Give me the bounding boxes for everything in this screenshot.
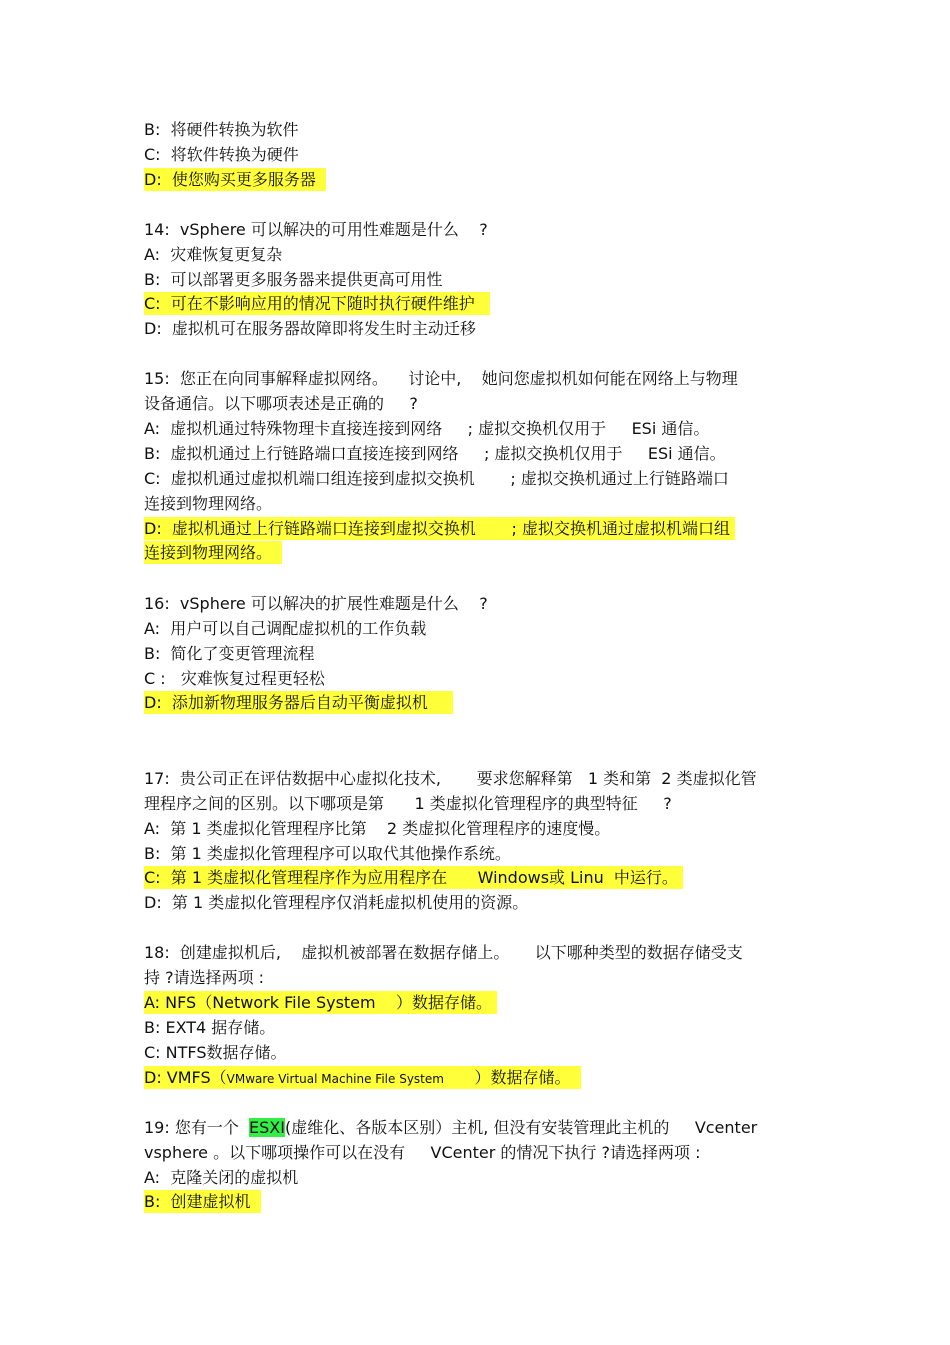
q13-option-d-answer: D: 使您购买更多服务器: [144, 170, 327, 189]
q17-question-line1: 17: 贵公司正在评估数据中心虚拟化技术, 要求您解释第 1 类和第 2 类虚拟化管: [144, 769, 757, 788]
q18-option-a-answer: A: NFS（Network File System ）数据存储。: [144, 993, 498, 1012]
q14-question: 14: vSphere 可以解决的可用性难题是什么 ?: [144, 220, 488, 239]
q16-option-b: B: 简化了变更管理流程: [144, 644, 315, 663]
q15-question-line2: 设备通信。以下哪项表述是正确的 ?: [144, 394, 418, 413]
q16-option-c: C : 灾难恢复过程更轻松: [144, 669, 325, 688]
q18-option-b: B: EXT4 据存储。: [144, 1018, 276, 1037]
q16-option-a: A: 用户可以自己调配虚拟机的工作负载: [144, 619, 427, 638]
q19-question-line2: vsphere 。以下哪项操作可以在没有 VCenter 的情况下执行 ?请选择两项 :: [144, 1143, 701, 1162]
q14-option-d: D: 虚拟机可在服务器故障即将发生时主动迁移: [144, 319, 476, 338]
q19-question-prefix: 19: 您有一个: [144, 1118, 250, 1137]
q17-option-d: D: 第 1 类虚拟化管理程序仅消耗虚拟机使用的资源。: [144, 893, 529, 912]
q16-option-d-answer: D: 添加新物理服务器后自动平衡虚拟机: [144, 693, 454, 712]
q18-question-line1: 18: 创建虚拟机后, 虚拟机被部署在数据存储上。 以下哪种类型的数据存储受支: [144, 943, 743, 962]
q17-option-c-answer: C: 第 1 类虚拟化管理程序作为应用程序在 Windows或 Linu 中运行。: [144, 868, 684, 887]
q13-option-c: C: 将软件转换为硬件: [144, 145, 299, 164]
q19-option-b-answer: B: 创建虚拟机: [144, 1192, 261, 1211]
q15-option-d-answer-line2: 连接到物理网络。: [144, 543, 283, 562]
q14-option-a: A: 灾难恢复更复杂: [144, 245, 283, 264]
q18-option-c: C: NTFS数据存储。: [144, 1043, 287, 1062]
q19-question-suffix: (虚维化、各版本区别）主机, 但没有安装管理此主机的 Vcenter: [284, 1118, 758, 1137]
q15-option-a: A: 虚拟机通过特殊物理卡直接连接到网络 ; 虚拟交换机仅用于 ESi 通信。: [144, 419, 710, 438]
q19-esxi-highlight: ESXI: [249, 1118, 285, 1137]
q14-option-c-answer: C: 可在不影响应用的情况下随时执行硬件维护: [144, 294, 490, 313]
q15-option-c-line1: C: 虚拟机通过虚拟机端口组连接到虚拟交换机 ; 虚拟交换机通过上行链路端口: [144, 469, 729, 488]
q18-option-d-suffix: ）数据存储。: [443, 1068, 581, 1087]
q16-question: 16: vSphere 可以解决的扩展性难题是什么 ?: [144, 594, 488, 613]
q19-option-a: A: 克隆关闭的虚拟机: [144, 1168, 299, 1187]
q15-option-c-line2: 连接到物理网络。: [144, 494, 273, 513]
q18-option-d-answer: [144, 1066, 581, 1089]
q13-option-b: B: 将硬件转换为软件: [144, 120, 299, 139]
q17-option-a: A: 第 1 类虚拟化管理程序比第 2 类虚拟化管理程序的速度慢。: [144, 819, 611, 838]
q19-question-line1: [144, 1116, 757, 1139]
q15-question-line1: 15: 您正在向同事解释虚拟网络。 讨论中, 她问您虚拟机如何能在网络上与物理: [144, 369, 738, 388]
q15-option-d-answer-line1: D: 虚拟机通过上行链路端口连接到虚拟交换机 ; 虚拟交换机通过虚拟机端口组: [144, 519, 736, 538]
q17-option-b: B: 第 1 类虚拟化管理程序可以取代其他操作系统。: [144, 844, 511, 863]
q18-option-d-prefix: D: VMFS（: [144, 1068, 227, 1087]
q17-question-line2: 理程序之间的区别。以下哪项是第 1 类虚拟化管理程序的典型特征 ?: [144, 794, 672, 813]
q14-option-b: B: 可以部署更多服务器来提供更高可用性: [144, 270, 443, 289]
q18-question-line2: 持 ?请选择两项 :: [144, 968, 265, 987]
q15-option-b: B: 虚拟机通过上行链路端口直接连接到网络 ; 虚拟交换机仅用于 ESi 通信。: [144, 444, 726, 463]
q18-option-d-vmfs-fullname: VMware Virtual Machine File System: [226, 1072, 444, 1086]
